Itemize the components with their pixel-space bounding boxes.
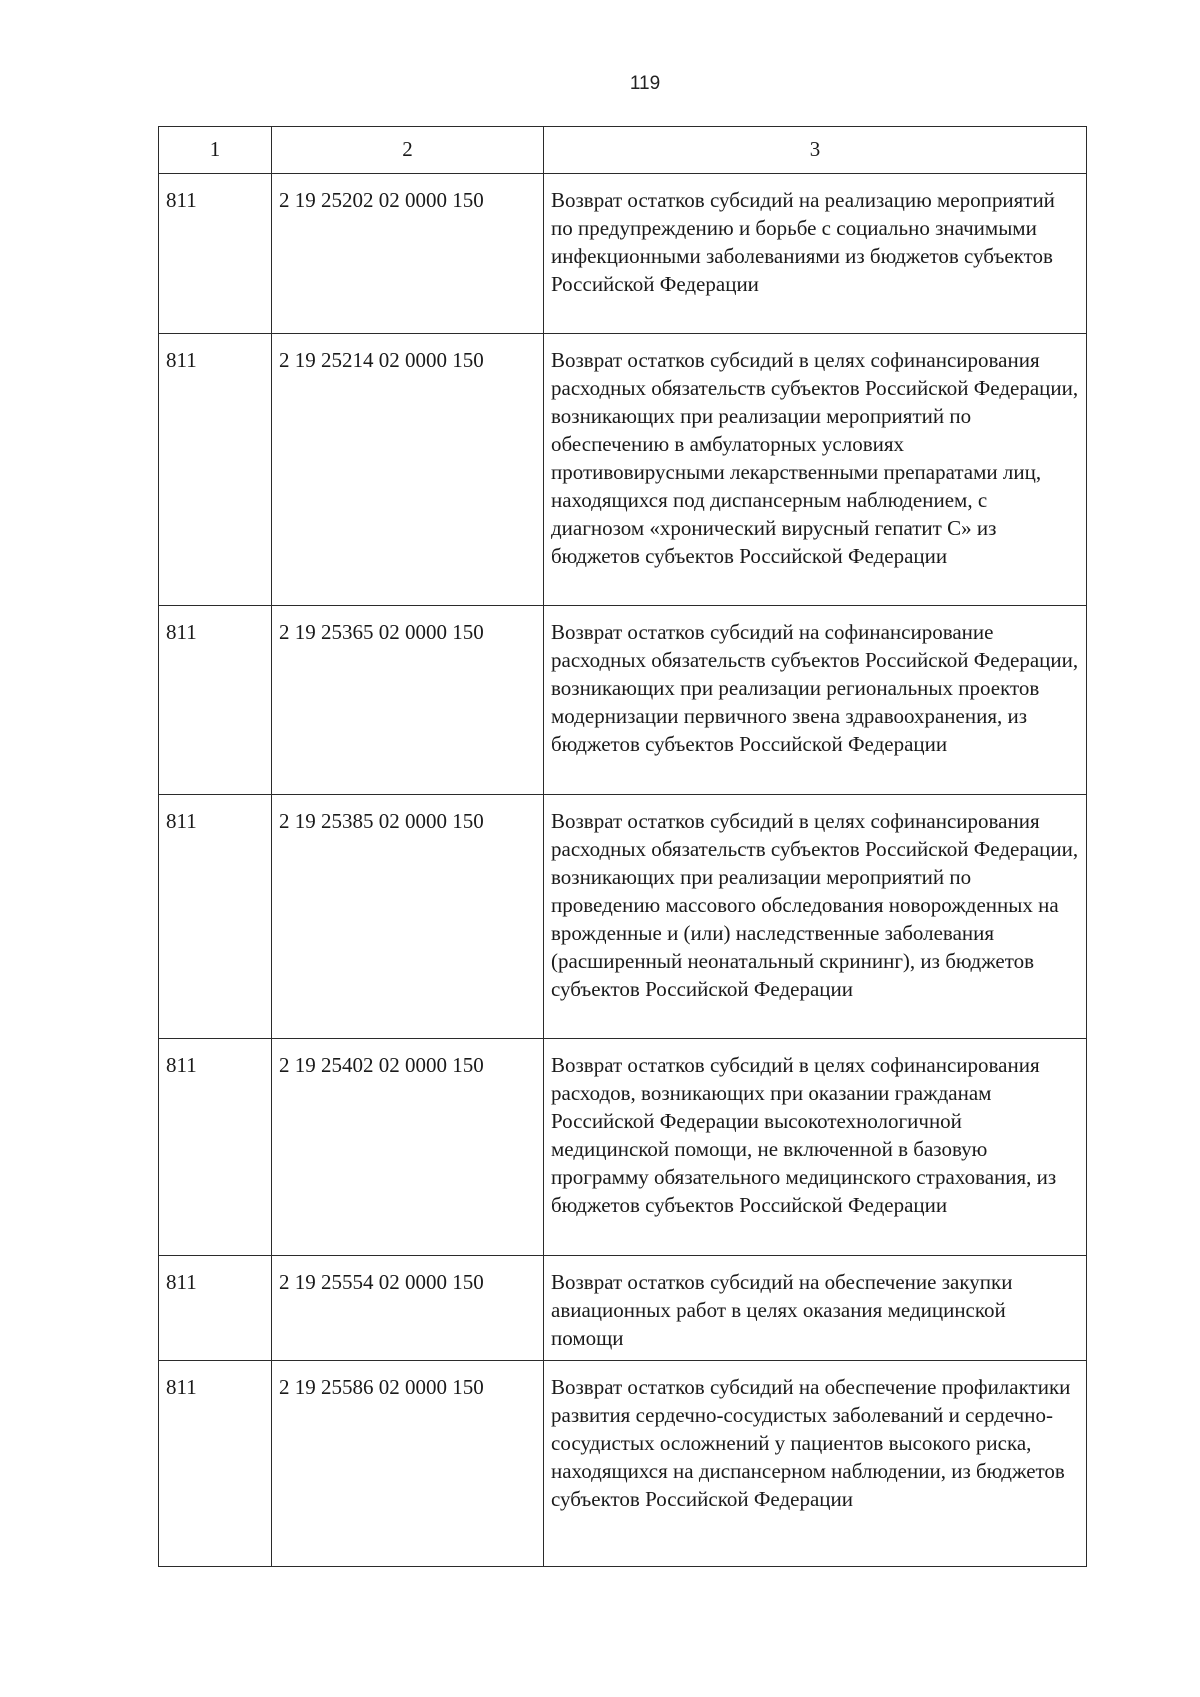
table-row <box>159 795 1087 1039</box>
table-row <box>159 606 1087 795</box>
column-header-2: 2 <box>272 127 544 174</box>
revenue-code-cell: 2 19 25402 02 0000 150 <box>272 1039 544 1256</box>
description-cell: Возврат остатков субсидий на софинансирование расходных обязательств субъектов Российской Федерации, возникающих при реализации региональных проектов модернизации первичного звена здравоохранения, из бюджетов субъектов Российской Федерации <box>544 606 1087 795</box>
admin-code-cell: 811 <box>159 1361 272 1567</box>
description-cell: Возврат остатков субсидий на обеспечение закупки авиационных работ в целях оказания медицинской помощи <box>544 1256 1087 1361</box>
admin-code-cell: 811 <box>159 174 272 334</box>
description-cell: Возврат остатков субсидий на реализацию мероприятий по предупреждению и борьбе с социально значимыми инфекционными заболеваниями из бюджетов субъектов Российской Федерации <box>544 174 1087 334</box>
budget-classification-table <box>158 126 1087 1567</box>
column-header-3: 3 <box>544 127 1087 174</box>
revenue-code-cell: 2 19 25554 02 0000 150 <box>272 1256 544 1361</box>
table-row <box>159 174 1087 334</box>
admin-code-cell: 811 <box>159 1039 272 1256</box>
table-header-row <box>159 127 1087 174</box>
revenue-code-cell: 2 19 25586 02 0000 150 <box>272 1361 544 1567</box>
description-cell: Возврат остатков субсидий в целях софинансирования расходных обязательств субъектов Российской Федерации, возникающих при реализации мероприятий по проведению массового обследования новорожденных на врожденные и (или) наследственные заболевания (расширенный неонатальный скрининг), из бюджетов субъектов Российской Федерации <box>544 795 1087 1039</box>
revenue-code-cell: 2 19 25202 02 0000 150 <box>272 174 544 334</box>
description-cell: Возврат остатков субсидий в целях софинансирования расходов, возникающих при оказании гражданам Российской Федерации высокотехнологичной медицинской помощи, не включенной в базовую программу обязательного медицинского страхования, из бюджетов субъектов Российской Федерации <box>544 1039 1087 1256</box>
table-row <box>159 1361 1087 1567</box>
description-cell: Возврат остатков субсидий на обеспечение профилактики развития сердечно-сосудистых заболеваний и сердечно-сосудистых осложнений у пациентов высокого риска, находящихся на диспансерном наблюдении, из бюджетов субъектов Российской Федерации <box>544 1361 1087 1567</box>
admin-code-cell: 811 <box>159 334 272 606</box>
revenue-code-cell: 2 19 25385 02 0000 150 <box>272 795 544 1039</box>
admin-code-cell: 811 <box>159 606 272 795</box>
table-row <box>159 1256 1087 1361</box>
column-header-1: 1 <box>159 127 272 174</box>
revenue-code-cell: 2 19 25214 02 0000 150 <box>272 334 544 606</box>
page-number: 119 <box>629 73 661 94</box>
revenue-code-cell: 2 19 25365 02 0000 150 <box>272 606 544 795</box>
table-row <box>159 334 1087 606</box>
table-row <box>159 1039 1087 1256</box>
admin-code-cell: 811 <box>159 795 272 1039</box>
admin-code-cell: 811 <box>159 1256 272 1361</box>
description-cell: Возврат остатков субсидий в целях софинансирования расходных обязательств субъектов Российской Федерации, возникающих при реализации мероприятий по обеспечению в амбулаторных условиях противовирусными лекарственными препаратами лиц, находящихся под диспансерным наблюдением, с диагнозом «хронический вирусный гепатит С» из бюджетов субъектов Российской Федерации <box>544 334 1087 606</box>
